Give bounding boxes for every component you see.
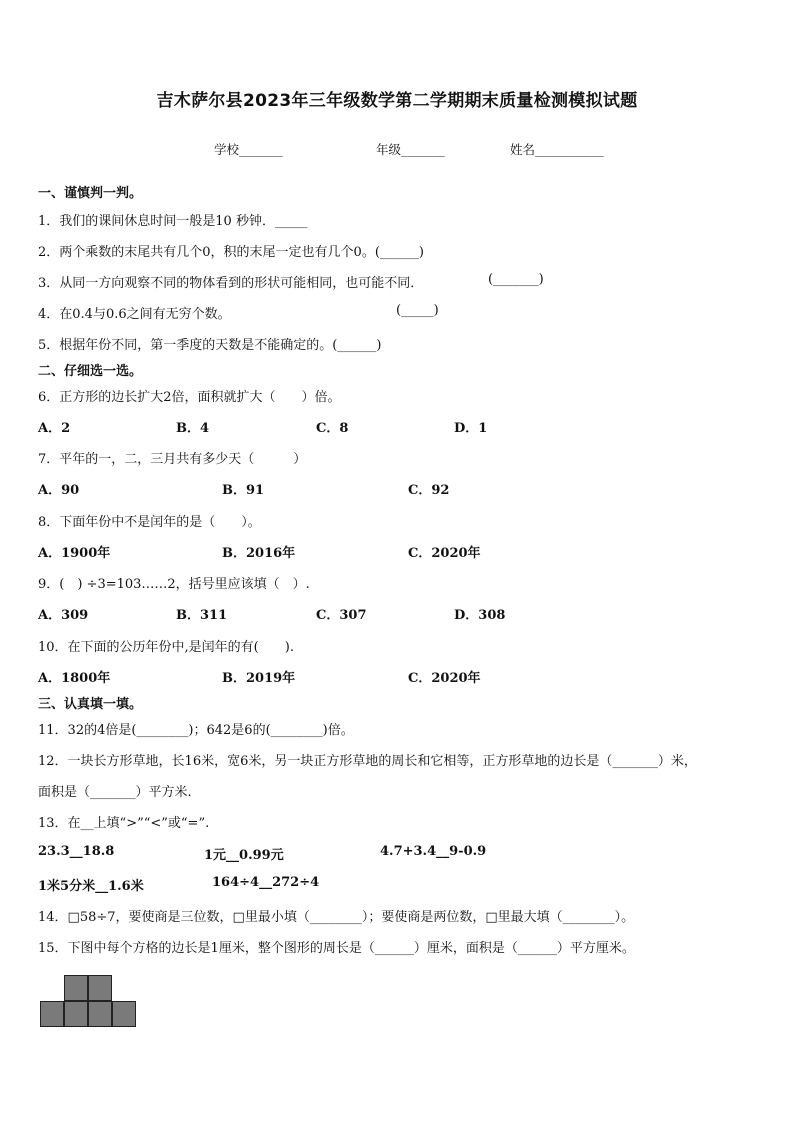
question-7-option-a: A．90 [38,483,80,498]
question-9-option-c: C．307 [316,608,367,623]
section-heading-fill: 三、认真填一填。 [38,697,143,712]
question-3-blank: (_______) [488,272,544,287]
question-10-option-c: C．2020年 [408,671,481,686]
question-6-option-d: D．1 [454,421,488,436]
question-15: 15．下图中每个方格的边长是1厘米，整个图形的周长是（______）厘米，面积是（______）平方厘米。 [38,941,635,956]
question-7: 7．平年的一，二，三月共有多少天（ ） [38,452,307,467]
question-8: 8．下面年份中不是闰年的是（ ）。 [38,515,261,530]
question-13-item: 164÷4__272÷4 [212,875,320,890]
question-4: 4．在0.4与0.6之间有无穷个数。 [38,307,231,322]
question-13-item: 1元__0.99元 [204,848,284,863]
question-13-item: 23.3__18.8 [38,844,115,859]
name-field: 姓名___________ [510,142,604,157]
question-13: 13．在__上填“>”“<”或“=”. [38,816,210,831]
grid-figure [40,975,140,1031]
question-12-line-1: 12．一块长方形草地，长16米，宽6米，另一块正方形草地的周长和它相等，正方形草地的边长是（_______）米， [38,754,697,769]
grid-square [64,975,88,1001]
grid-square [64,1001,88,1027]
question-5: 5．根据年份不同，第一季度的天数是不能确定的。(______) [38,338,382,353]
section-heading-choose: 二、仔细选一选。 [38,364,143,379]
question-9-option-b: B．311 [176,608,228,623]
question-6-option-a: A．2 [38,421,71,436]
school-field: 学校_______ [214,142,283,157]
grid-square [88,975,112,1001]
page-title: 吉木萨尔县2023年三年级数学第二学期期末质量检测模拟试题 [156,91,638,111]
grid-square [88,1001,112,1027]
question-10-option-b: B．2019年 [222,671,296,686]
question-9: 9．( ) ÷3=103……2，括号里应该填（ ）. [38,577,310,592]
question-10: 10．在下面的公历年份中,是闰年的有( ). [38,640,294,655]
question-8-option-c: C．2020年 [408,546,481,561]
question-9-option-d: D．308 [454,608,506,623]
question-13-item: 4.7+3.4__9-0.9 [380,844,487,859]
question-1: 1．我们的课间休息时间一般是10 秒钟．_____ [38,214,308,229]
question-14: 14．□58÷7，要使商是三位数，□里最小填（________）；要使商是两位数，□里最大填（________）。 [38,910,635,925]
question-7-option-b: B．91 [222,483,265,498]
question-6: 6．正方形的边长扩大2倍，面积就扩大（ ）倍。 [38,390,341,405]
question-7-option-c: C．92 [408,483,450,498]
grid-square [40,1001,64,1027]
question-2: 2．两个乘数的末尾共有几个0，积的末尾一定也有几个0。(______) [38,245,424,260]
question-8-option-a: A．1900年 [38,546,111,561]
question-10-option-a: A．1800年 [38,671,111,686]
question-4-blank: (_____) [396,303,439,318]
question-11: 11．32的4倍是(________)；642是6的(________)倍。 [38,723,354,738]
question-12-line-2: 面积是（_______）平方米. [38,785,192,800]
section-heading-judge: 一、谨慎判一判。 [38,186,143,201]
question-3: 3．从同一方向观察不同的物体看到的形状可能相同，也可能不同． [38,276,424,291]
grid-square [112,1001,136,1027]
question-8-option-b: B．2016年 [222,546,296,561]
grade-field: 年级_______ [376,142,445,157]
question-9-option-a: A．309 [38,608,89,623]
question-6-option-b: B．4 [176,421,210,436]
question-6-option-c: C．8 [316,421,349,436]
question-13-item: 1米5分米__1.6米 [38,879,144,894]
